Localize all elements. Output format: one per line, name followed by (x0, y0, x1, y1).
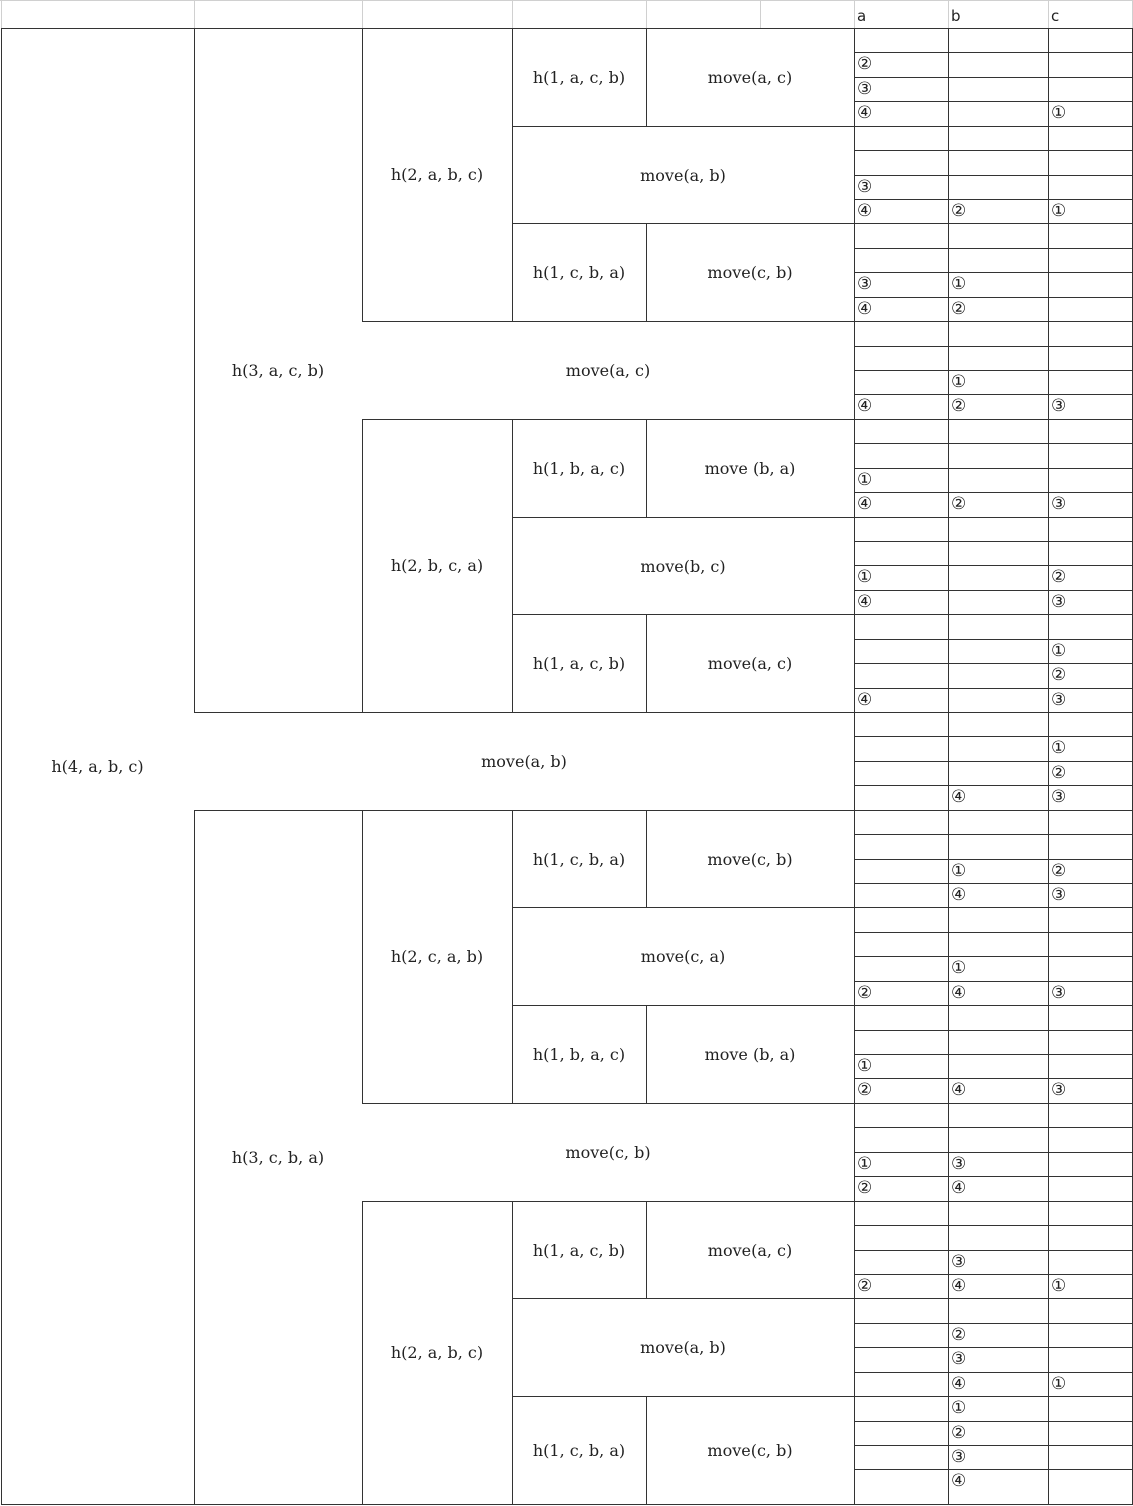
disk-cell-b: ④ (951, 787, 967, 807)
header-gridline (194, 0, 195, 29)
cell-row-line (854, 785, 1132, 786)
disk-cell-b: ② (951, 396, 967, 416)
call-h1-4: h(1, a, c, b) (532, 653, 626, 673)
cell-row-line (854, 883, 1132, 884)
disk-cell-a: ④ (857, 396, 873, 416)
header-gridline (362, 0, 363, 29)
disk-cell-b: ① (951, 372, 967, 392)
disk-cell-a: ② (857, 54, 873, 74)
cell-row-line (854, 394, 1132, 395)
cell-row-line (854, 712, 1132, 713)
cell-row-line (854, 150, 1132, 151)
disk-cell-c: ② (1051, 763, 1067, 783)
cell-row-line (854, 1176, 1132, 1177)
call-move-1h: move(c, b) (707, 1440, 793, 1460)
disk-cell-b: ② (951, 1325, 967, 1345)
disk-cell-b: ① (951, 274, 967, 294)
header-gridline (1, 0, 2, 29)
cell-row-line (854, 663, 1132, 664)
cell-row-line (854, 859, 1132, 860)
disk-cell-c: ② (1051, 665, 1067, 685)
cell-row-line (854, 1127, 1132, 1128)
disk-cell-c: ① (1051, 201, 1067, 221)
call-move-2d: move(a, b) (640, 1337, 726, 1357)
call-move-2a: move(a, b) (640, 165, 726, 185)
disk-cell-b: ② (951, 494, 967, 514)
cell-row-line (854, 1445, 1132, 1446)
cell-row-line (854, 1152, 1132, 1153)
cell-row-line (854, 1078, 1132, 1079)
disk-cell-c: ③ (1051, 592, 1067, 612)
cell-row-line (854, 419, 1132, 420)
call-h4-root: h(4, a, b, c) (51, 756, 144, 776)
cell-row-line (854, 199, 1132, 200)
cell-row-line (854, 126, 1132, 127)
call-move-3a: move(a, c) (565, 360, 651, 380)
call-h1-3: h(1, b, a, c) (532, 458, 626, 478)
cell-row-line (854, 1421, 1132, 1422)
cell-row-line (854, 77, 1132, 78)
disk-cell-c: ③ (1051, 787, 1067, 807)
cell-row-line (854, 28, 1132, 29)
call-h1-8: h(1, c, b, a) (532, 1440, 626, 1460)
disk-cell-c: ① (1051, 641, 1067, 661)
header-gridline (512, 0, 513, 29)
cell-row-line (854, 761, 1132, 762)
cell-row-line (854, 1201, 1132, 1202)
disk-cell-b: ④ (951, 983, 967, 1003)
cell-row-line (854, 956, 1132, 957)
cell-row-line (854, 565, 1132, 566)
disk-cell-a: ④ (857, 201, 873, 221)
call-h1-7: h(1, a, c, b) (532, 1240, 626, 1260)
cell-column-line (948, 28, 949, 1505)
cell-row-line (854, 639, 1132, 640)
cell-row-line (854, 907, 1132, 908)
disk-cell-b: ② (951, 201, 967, 221)
cell-row-line (854, 932, 1132, 933)
disk-cell-b: ④ (951, 1374, 967, 1394)
disk-cell-a: ① (857, 1154, 873, 1174)
cell-row-line (854, 346, 1132, 347)
cell-row-line (854, 1504, 1132, 1505)
cell-row-line (854, 1054, 1132, 1055)
cell-row-line (854, 248, 1132, 249)
disk-cell-a: ② (857, 1276, 873, 1296)
call-h1-5: h(1, c, b, a) (532, 849, 626, 869)
column-header-a: a (857, 7, 867, 25)
disk-cell-c: ③ (1051, 1080, 1067, 1100)
disk-cell-a: ① (857, 567, 873, 587)
call-move-1a: move(a, c) (707, 67, 793, 87)
disk-cell-a: ② (857, 1178, 873, 1198)
cell-row-line (854, 272, 1132, 273)
disk-cell-b: ④ (951, 885, 967, 905)
disk-cell-a: ④ (857, 494, 873, 514)
call-move-3b: move(c, b) (565, 1142, 651, 1162)
disk-cell-b: ④ (951, 1276, 967, 1296)
disk-cell-a: ② (857, 983, 873, 1003)
call-h1-1: h(1, a, c, b) (532, 67, 626, 87)
disk-cell-c: ③ (1051, 396, 1067, 416)
header-gridline (948, 0, 949, 29)
disk-cell-c: ② (1051, 567, 1067, 587)
header-gridline (854, 0, 855, 29)
disk-cell-a: ④ (857, 103, 873, 123)
disk-cell-b: ② (951, 1423, 967, 1443)
disk-cell-c: ① (1051, 1276, 1067, 1296)
column-header-c: c (1051, 7, 1060, 25)
disk-cell-b: ① (951, 958, 967, 978)
disk-cell-a: ④ (857, 299, 873, 319)
call-h2-2: h(2, b, c, a) (390, 556, 484, 575)
disk-cell-b: ④ (951, 1178, 967, 1198)
cell-row-line (854, 101, 1132, 102)
cell-row-line (854, 468, 1132, 469)
cell-row-line (854, 517, 1132, 518)
disk-cell-c: ① (1051, 738, 1067, 758)
cell-row-line (854, 810, 1132, 811)
call-move-1c: move (b, a) (704, 458, 796, 478)
cell-row-line (854, 1372, 1132, 1373)
cell-row-line (854, 614, 1132, 615)
cell-row-line (854, 223, 1132, 224)
disk-cell-c: ② (1051, 861, 1067, 881)
disk-cell-b: ③ (951, 1447, 967, 1467)
disk-cell-c: ③ (1051, 983, 1067, 1003)
cell-row-line (854, 1103, 1132, 1104)
disk-cell-c: ③ (1051, 690, 1067, 710)
disk-cell-b: ① (951, 861, 967, 881)
header-gridline (760, 0, 761, 29)
cell-row-line (854, 1005, 1132, 1006)
disk-cell-a: ③ (857, 79, 873, 99)
cell-row-line (854, 1396, 1132, 1397)
cell-row-line (854, 736, 1132, 737)
header-gridline (1048, 0, 1049, 29)
call-move-1d: move(a, c) (707, 653, 793, 673)
disk-cell-c: ① (1051, 103, 1067, 123)
cell-row-line (854, 1225, 1132, 1226)
cell-row-line (854, 297, 1132, 298)
cell-row-line (854, 1250, 1132, 1251)
disk-cell-b: ② (951, 299, 967, 319)
call-move-2c: move(c, a) (640, 946, 726, 966)
call-move-1b: move(c, b) (707, 262, 793, 282)
cell-row-line (854, 1469, 1132, 1470)
call-h1-2: h(1, c, b, a) (532, 262, 626, 282)
disk-cell-c: ③ (1051, 885, 1067, 905)
header-top-gridline (0, 0, 1132, 1)
cell-row-line (854, 443, 1132, 444)
disk-cell-c: ③ (1051, 494, 1067, 514)
disk-cell-b: ③ (951, 1154, 967, 1174)
cell-row-line (854, 1323, 1132, 1324)
call-move-1f: move (b, a) (704, 1044, 796, 1064)
call-h2-3: h(2, c, a, b) (390, 947, 484, 966)
cell-row-line (854, 1030, 1132, 1031)
cell-row-line (854, 370, 1132, 371)
disk-cell-a: ② (857, 1080, 873, 1100)
cell-row-line (854, 981, 1132, 982)
call-h1-6: h(1, b, a, c) (532, 1044, 626, 1064)
cell-row-line (854, 175, 1132, 176)
call-move-top: move(a, b) (481, 751, 567, 771)
call-move-1g: move(a, c) (707, 1240, 793, 1260)
cell-row-line (854, 541, 1132, 542)
cell-row-line (854, 834, 1132, 835)
cell-row-line (854, 590, 1132, 591)
column-header-b: b (951, 7, 961, 25)
disk-cell-a: ④ (857, 690, 873, 710)
cell-row-line (854, 321, 1132, 322)
disk-cell-c: ① (1051, 1374, 1067, 1394)
cell-row-line (854, 52, 1132, 53)
disk-cell-a: ③ (857, 274, 873, 294)
disk-cell-b: ④ (951, 1080, 967, 1100)
disk-cell-a: ④ (857, 592, 873, 612)
cell-row-line (854, 1298, 1132, 1299)
tree-border-line (1, 1504, 854, 1505)
call-h2-4: h(2, a, b, c) (390, 1343, 484, 1362)
cell-row-line (854, 1274, 1132, 1275)
disk-cell-a: ③ (857, 177, 873, 197)
call-move-2b: move(b, c) (640, 556, 726, 576)
cell-column-line (1048, 28, 1049, 1505)
cell-row-line (854, 688, 1132, 689)
cell-column-line (854, 28, 855, 1505)
disk-cell-b: ③ (951, 1349, 967, 1369)
cell-row-line (854, 492, 1132, 493)
call-move-1e: move(c, b) (707, 849, 793, 869)
cell-row-line (854, 1347, 1132, 1348)
disk-cell-b: ③ (951, 1252, 967, 1272)
header-gridline (646, 0, 647, 29)
disk-cell-b: ④ (951, 1471, 967, 1491)
disk-cell-a: ① (857, 1056, 873, 1076)
call-h2-1: h(2, a, b, c) (390, 165, 484, 184)
call-h3-bottom: h(3, c, b, a) (231, 1147, 325, 1167)
disk-cell-a: ① (857, 470, 873, 490)
call-h3-top: h(3, a, c, b) (231, 360, 325, 380)
disk-cell-b: ① (951, 1398, 967, 1418)
